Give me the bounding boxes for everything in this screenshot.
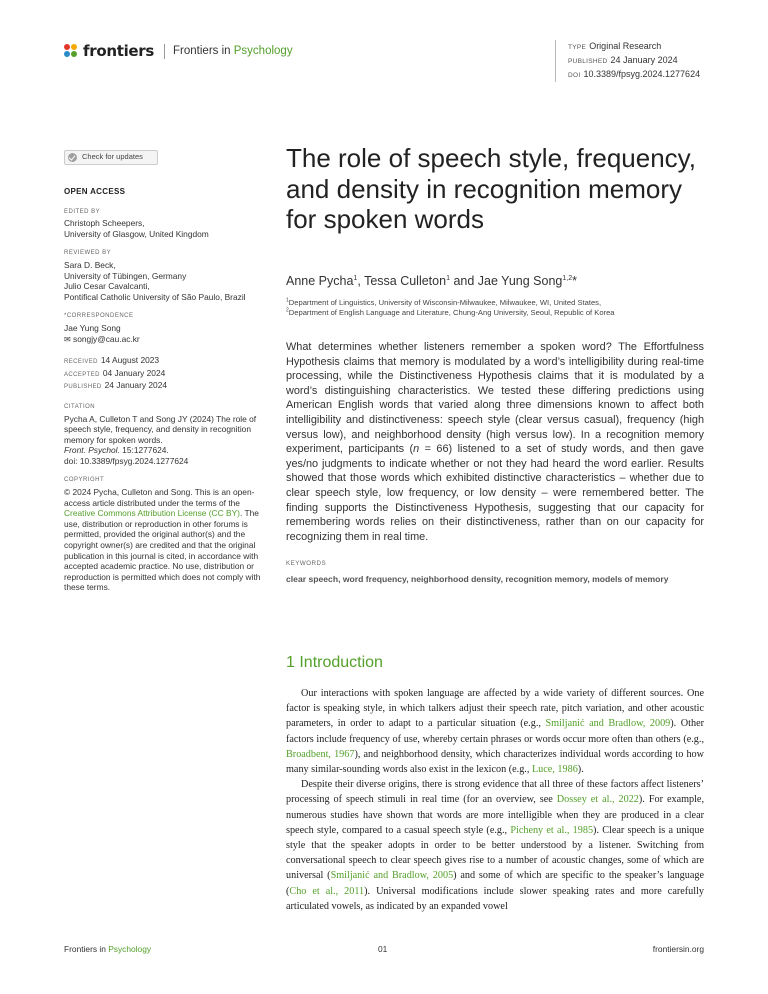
keywords: clear speech, word frequency, neighborhood density, recognition memory, models of memory [286,574,669,584]
citation-label: CITATION [64,403,96,410]
citation-link[interactable]: Smiljanić and Bradlow, 2009 [545,718,671,730]
keywords-label: KEYWORDS [286,560,327,567]
author-link[interactable]: Anne Pycha [286,274,354,288]
article-meta: TYPE Original Research PUBLISHED 24 January 2024 DOI 10.3389/fpsyg.2024.1277624 [555,40,700,82]
footer-journal: Frontiers in Psychology [64,944,152,954]
check-updates-icon [68,153,77,162]
article-title: The role of speech style, frequency, and density in recognition memory for spoken words [286,143,696,234]
copyright-label: COPYRIGHT [64,477,105,484]
citation-link[interactable]: Broadbent, 1967 [286,748,355,760]
brand-name: frontiers [83,42,155,60]
journal-name[interactable]: Frontiers in Psychology [173,45,293,57]
sidebar [64,150,264,593]
envelope-icon: ✉ [64,334,71,344]
editor: Christoph Scheepers, University of Glasgow, United Kingdom [64,218,209,239]
header-divider [164,44,165,59]
authors: Anne Pycha$^1$, Tessa Culleton$^1$ and Jae Yung Song$^{1,2}$* [286,274,577,288]
doi-link[interactable]: 10.3389/fpsyg.2024.1277624 [583,69,701,79]
paragraph: Our interactions with spoken language are affected by a wide variety of different sources. One factor is speaking style, in which talkers adjust their speech rate, pitch variation, and other acoustic parameters, in order to adapt to a particular situation (e.g., Smiljanić and Bradlow, 2009). Other factors include frequency of use, whereby certain phrases or words occur more often than others (e.g., Broadbent, 1967), and neighborhood density, which characterizes individual words according to how many similar-sounding words also exist in the lexicon (e.g., Luce, 1986). [286,688,704,776]
check-updates-button[interactable]: Check for updates [64,150,158,165]
citation-link[interactable]: Cho et al., 2011 [289,885,365,897]
section-heading: 1 Introduction [286,654,383,671]
correspondence-label: *CORRESPONDENCE [64,313,134,320]
citation-link[interactable]: Dossey et al., 2022 [556,794,639,806]
frontiers-logo-icon [64,44,79,59]
copyright: © 2024 Pycha, Culleton and Song. This is an open-access article distributed under the terms of the Creative Commons Attribution License (CC BY). The use, distribution or reproduction in other forums is permitted, provided the original author(s) and the copyright owner(s) are credited and that the original publication in this journal is cited, in accordance with accepted academic practice. No use, distribution or reproduction is permitted which does not comply with these terms. [64,487,261,593]
citation-link[interactable]: Picheny et al., 1985 [510,824,594,836]
journal-header [64,42,293,60]
dates: RECEIVED 14 August 2023 ACCEPTED 04 January 2024 PUBLISHED 24 January 2024 [64,355,168,391]
citation-link[interactable]: Luce, 1986 [531,764,578,776]
email-link[interactable]: songjy@cau.ac.kr [73,333,140,344]
page-number: 01 [378,944,388,954]
author-link[interactable]: Tessa Culleton [364,274,447,288]
abstract: What determines whether listeners remember a spoken word? The Effortfulness Hypothesis claims that memory is modulated by a word’s intelligibility during real-time processing, while the Distinctiveness Hypothesis claims that it is modulated by a word’s distinguishing characteristics. We tested these differing predictions using American English words that varied along three dimensions known to affect both intelligibility and distinctiveness: speech style (clear versus casual), frequency (high versus low), and neighborhood density (high versus low). In a recognition memory experiment, participants (n = 66) listened to a set of study words, and then gave yes/no judgments to indicate whether or not they had heard the word earlier. Results showed that those words which exhibited distinctive characteristics – whether due to clear speech style, low frequency, or low density – were remembered better. The finding supports the Distinctiveness Hypothesis, suggesting that our capacity for remembering words relies on their distinctiveness, rather than on our capacity for recognizing them in real time. [286,341,704,543]
article-type: Original Research [589,41,662,51]
correspondence: Jae Yung Song ✉ songjy@cau.ac.kr [64,322,140,344]
citation: Pycha A, Culleton T and Song JY (2024) The role of speech style, frequency, and density in recognition memory for spoken words. Front. Psychol. 15:1277624. doi: 10.3389/fpsyg.2024.1277624 [64,413,257,466]
open-access-label: OPEN ACCESS [64,187,126,196]
publish-date: 24 January 2024 [610,55,678,65]
reviewed-by-label: REVIEWED BY [64,250,112,257]
citation-link[interactable]: Smiljanić and Bradlow, 2005 [330,870,454,882]
affiliations: $^1$Department of Linguistics, University of Wisconsin-Milwaukee, Milwaukee, WI, United States, $^2$Department of English Language and Literature, Chung-Ang University, Seoul, Republic of Korea [286,297,615,317]
edited-by-label: EDITED BY [64,208,101,215]
license-link[interactable]: Creative Commons Attribution License (CC BY) [64,508,240,519]
reviewers: Sara D. Beck, University of Tübingen, Germany Julio Cesar Cavalcanti, Pontifical Catholic University of São Paulo, Brazil [64,259,246,302]
author-link[interactable]: Jae Yung Song [477,274,563,288]
paragraph: Despite their diverse origins, there is strong evidence that all three of these factors affect listeners’ processing of speech stimuli in real time (for an overview, see Dossey et al., 2022). For example, numerous studies have shown that words are more intelligible when they are produced in a clear speech style, compared to a casual speech style (e.g., Picheny et al., 1985). Clear speech is a unique style that the speaker adopts in order to be better understood by a listener. Switching from conversational speech to clear speech gives rise to a number of acoustic changes, some of which are universal (Smiljanić and Bradlow, 2005) and some of which are specific to the speaker’s language (Cho et al., 2011). Universal modifications include slower speaking rates and more carefully articulated vowels, as indicated by an expanded vowel [286,779,705,912]
footer-site-link[interactable]: frontiersin.org [652,944,704,954]
body-text [286,686,704,914]
